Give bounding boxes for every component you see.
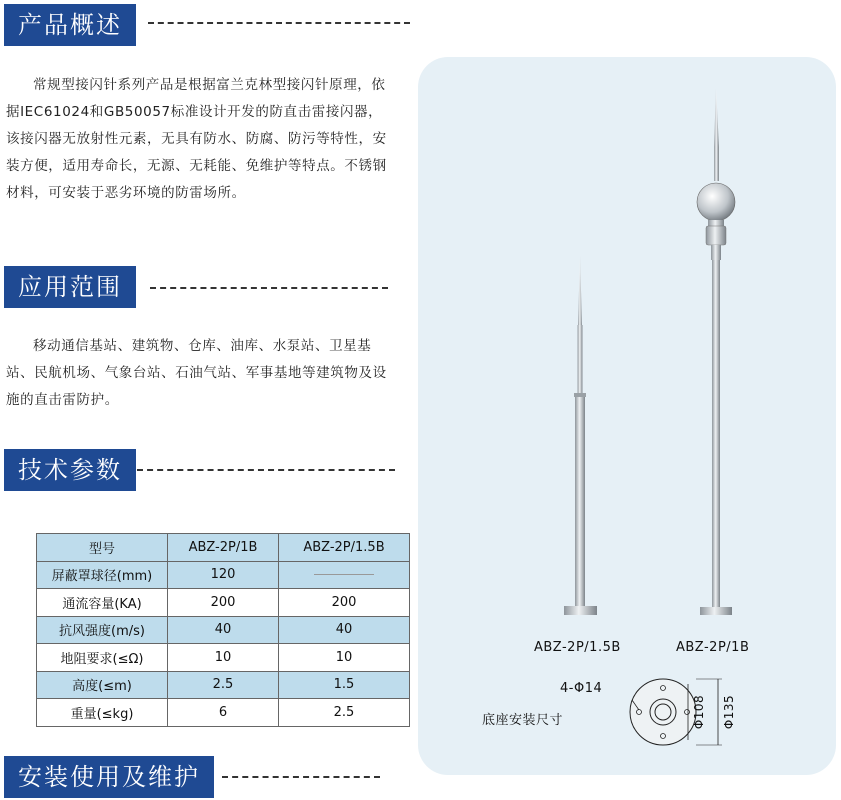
table-cell: 10 bbox=[168, 644, 279, 672]
table-cell: 120 bbox=[168, 561, 279, 589]
table-header-cell: ABZ-2P/1B bbox=[168, 534, 279, 562]
table-row bbox=[37, 616, 410, 644]
application-paragraph: 移动通信基站、建筑物、仓库、油库、水泵站、卫星基站、民航机场、气象台站、石油气站、军事基地等建筑物及设施的直击雷防护。 bbox=[6, 338, 387, 408]
table-cell: 高度(≤m) bbox=[37, 671, 168, 699]
table-cell: 地阻要求(≤Ω) bbox=[37, 644, 168, 672]
table-cell: 200 bbox=[168, 589, 279, 617]
heading-divider bbox=[150, 287, 388, 289]
table-row bbox=[37, 699, 410, 727]
heading-divider bbox=[222, 776, 380, 778]
table-cell: 重量(≤kg) bbox=[37, 699, 168, 727]
heading-divider bbox=[148, 22, 410, 24]
table-header-cell: ABZ-2P/1.5B bbox=[279, 534, 410, 562]
table-row bbox=[37, 644, 410, 672]
overview-heading: 产品概述 bbox=[4, 4, 136, 46]
table-header-cell: 型号 bbox=[37, 534, 168, 562]
table-cell: 抗风强度(m/s) bbox=[37, 616, 168, 644]
hole-spec-label: 4-Φ14 bbox=[560, 681, 603, 696]
not-applicable-line bbox=[314, 574, 374, 575]
table-cell: 1.5 bbox=[279, 671, 410, 699]
base-mount-label: 底座安装尺寸 bbox=[482, 713, 564, 728]
table-row bbox=[37, 671, 410, 699]
table-row bbox=[37, 561, 410, 589]
table-cell: 通流容量(KA) bbox=[37, 589, 168, 617]
table-cell: 40 bbox=[279, 616, 410, 644]
table-cell: 40 bbox=[168, 616, 279, 644]
lightning-rod-illustration bbox=[418, 57, 836, 775]
table-cell bbox=[279, 561, 410, 589]
outer-diameter-label: Φ135 bbox=[722, 694, 737, 730]
table-cell: 200 bbox=[279, 589, 410, 617]
install-heading: 安装使用及维护 bbox=[4, 756, 214, 798]
model-b-label: ABZ-2P/1B bbox=[676, 640, 750, 655]
rod-model-a bbox=[564, 255, 597, 615]
application-heading: 应用范围 bbox=[4, 266, 136, 308]
table-cell: 6 bbox=[168, 699, 279, 727]
heading-divider bbox=[137, 469, 395, 471]
table-cell: 屏蔽罩球径(mm) bbox=[37, 561, 168, 589]
table-cell: 10 bbox=[279, 644, 410, 672]
tech-heading: 技术参数 bbox=[4, 449, 136, 491]
table-header-row bbox=[37, 534, 410, 562]
table-cell: 2.5 bbox=[279, 699, 410, 727]
table-row bbox=[37, 589, 410, 617]
product-figure-panel bbox=[418, 57, 836, 775]
base-plate-drawing bbox=[630, 679, 722, 745]
spec-table bbox=[36, 533, 410, 727]
table-cell: 2.5 bbox=[168, 671, 279, 699]
overview-paragraph: 常规型接闪针系列产品是根据富兰克林型接闪针原理，依据IEC61024和GB50057标准设计开发的防直击雷接闪器，该接闪器无放射性元素，无具有防水、防腐、防污等特性，安装方便，适用寿命长，无源、无耗能、免维护等特点。不锈钢材料，可安装于恶劣环境的防雷场所。 bbox=[6, 77, 387, 201]
model-a-label: ABZ-2P/1.5B bbox=[534, 640, 621, 655]
inner-diameter-label: Φ108 bbox=[692, 694, 707, 730]
rod-model-b bbox=[697, 88, 735, 615]
